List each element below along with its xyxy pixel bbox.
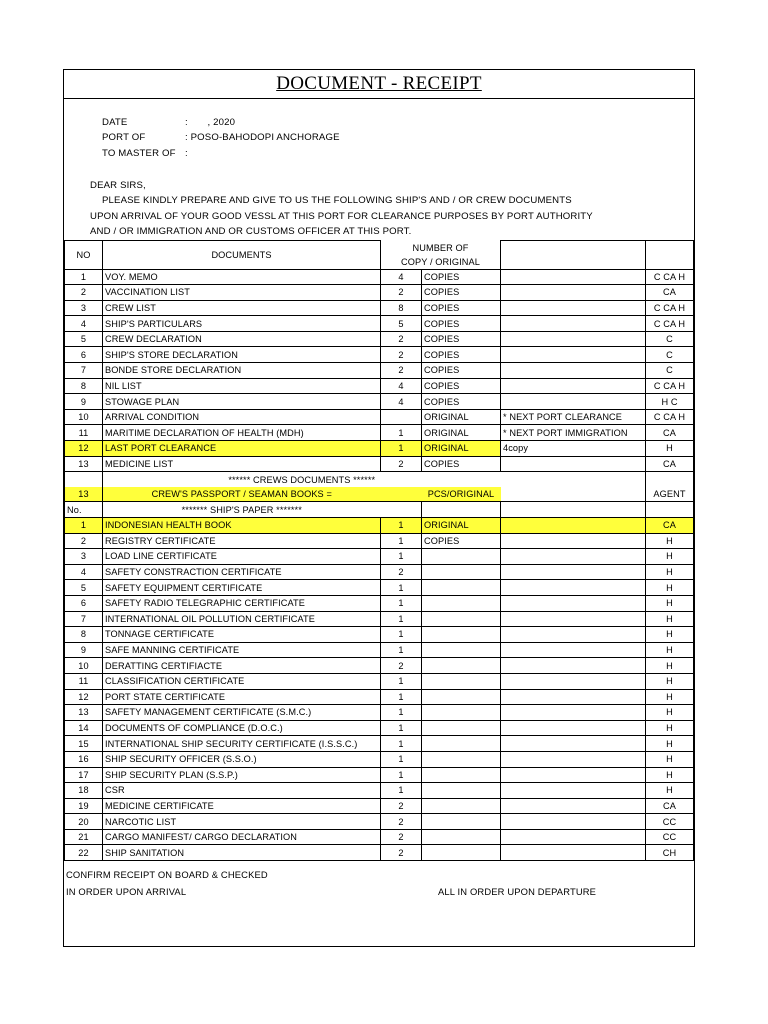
paper-document: DERATTING CERTIFIACTE (103, 658, 381, 674)
paper-type (422, 689, 501, 705)
paper-note (501, 564, 646, 580)
arrival-text: IN ORDER UPON ARRIVAL (66, 886, 187, 897)
paper-note (501, 845, 646, 861)
paper-document: PORT STATE CERTIFICATE (103, 689, 381, 705)
paper-document: INTERNATIONAL OIL POLLUTION CERTIFICATE (103, 611, 381, 627)
table-row (65, 767, 694, 783)
paper-number: 2 (381, 845, 422, 861)
paper-code: H (646, 689, 694, 705)
paper-section-row (65, 502, 694, 518)
row-code: CA (646, 285, 694, 301)
paper-number: 1 (381, 549, 422, 565)
paper-code: H (646, 783, 694, 799)
row-document: ARRIVAL CONDITION (103, 409, 381, 425)
row-note (501, 316, 646, 332)
paper-type (422, 845, 501, 861)
row-note: * NEXT PORT IMMIGRATION (501, 425, 646, 441)
row-no: 2 (65, 285, 103, 301)
title-divider (64, 98, 694, 99)
row-type: COPIES (422, 363, 501, 379)
paper-note (501, 627, 646, 643)
row-no: 1 (65, 269, 103, 285)
paper-note (501, 580, 646, 596)
paper-document: CARGO MANIFEST/ CARGO DECLARATION (103, 829, 381, 845)
paper-document: SAFETY MANAGEMENT CERTIFICATE (S.M.C.) (103, 705, 381, 721)
paper-type (422, 595, 501, 611)
paper-no: 10 (65, 658, 103, 674)
paper-type (422, 580, 501, 596)
paper-number: 1 (381, 783, 422, 799)
crew-row-document: CREW'S PASSPORT / SEAMAN BOOKS = (103, 487, 381, 502)
col-documents-header: DOCUMENTS (103, 241, 381, 270)
row-code: C CA H (646, 300, 694, 316)
row-type: COPIES (422, 394, 501, 410)
table-row (65, 595, 694, 611)
confirm-receipt-text: CONFIRM RECEIPT ON BOARD & CHECKED (66, 869, 268, 880)
row-note: * NEXT PORT CLEARANCE (501, 409, 646, 425)
row-code: C (646, 363, 694, 379)
row-number: 8 (381, 300, 422, 316)
row-number: 5 (381, 316, 422, 332)
crew-section-title: ****** CREWS DOCUMENTS ****** (103, 472, 501, 487)
row-no: 6 (65, 347, 103, 363)
crew-section-row (65, 472, 694, 487)
row-document: STOWAGE PLAN (103, 394, 381, 410)
paper-code: H (646, 595, 694, 611)
row-number: 1 (381, 441, 422, 457)
paper-type (422, 736, 501, 752)
table-row (65, 269, 694, 285)
paper-document: DOCUMENTS OF COMPLIANCE (D.O.C.) (103, 720, 381, 736)
paper-type (422, 627, 501, 643)
paper-type (422, 720, 501, 736)
table-row (65, 533, 694, 549)
paper-type (422, 751, 501, 767)
row-note: 4copy (501, 441, 646, 457)
row-type: ORIGINAL (422, 409, 501, 425)
paper-no: 3 (65, 549, 103, 565)
col-note-header (501, 241, 646, 270)
documents-table (64, 240, 694, 861)
table-row (65, 611, 694, 627)
paper-no: 20 (65, 814, 103, 830)
table-row (65, 814, 694, 830)
paper-document: SHIP SECURITY OFFICER (S.S.O.) (103, 751, 381, 767)
row-document: NIL LIST (103, 378, 381, 394)
port-value: : POSO-BAHODOPI ANCHORAGE (185, 132, 340, 143)
row-document: SHIP'S PARTICULARS (103, 316, 381, 332)
paper-code: CC (646, 814, 694, 830)
paper-no: 16 (65, 751, 103, 767)
row-code: H (646, 441, 694, 457)
paper-note (501, 736, 646, 752)
table-header-row (65, 241, 694, 255)
paper-note (501, 549, 646, 565)
row-note (501, 378, 646, 394)
paper-type (422, 783, 501, 799)
paper-number: 1 (381, 673, 422, 689)
paper-type (422, 611, 501, 627)
paper-no: 18 (65, 783, 103, 799)
crew-row-number (381, 487, 422, 502)
table-row (65, 347, 694, 363)
request-line-3: AND / OR IMMIGRATION AND OR CUSTOMS OFFICER AT THIS PORT. (90, 226, 412, 237)
col-number-of-header: NUMBER OF (381, 241, 501, 255)
paper-document: INDONESIAN HEALTH BOOK (103, 518, 381, 534)
table-row (65, 736, 694, 752)
paper-number: 1 (381, 720, 422, 736)
paper-type (422, 564, 501, 580)
row-code: C CA H (646, 378, 694, 394)
paper-code: CA (646, 518, 694, 534)
paper-note (501, 720, 646, 736)
paper-document: TONNAGE CERTIFICATE (103, 627, 381, 643)
col-no-header: NO (65, 241, 103, 270)
crew-row-code: AGENT (646, 487, 694, 502)
row-note (501, 285, 646, 301)
table-row (65, 642, 694, 658)
table-row (65, 409, 694, 425)
table-row (65, 658, 694, 674)
paper-document: INTERNATIONAL SHIP SECURITY CERTIFICATE (I.S.S.C.) (103, 736, 381, 752)
paper-note (501, 611, 646, 627)
table-row (65, 441, 694, 457)
paper-note (501, 814, 646, 830)
date-value: : , 2020 (185, 117, 236, 128)
paper-code: H (646, 580, 694, 596)
paper-no: 4 (65, 564, 103, 580)
row-no: 3 (65, 300, 103, 316)
row-number: 2 (381, 363, 422, 379)
paper-number: 1 (381, 767, 422, 783)
paper-code: CC (646, 829, 694, 845)
row-number: 2 (381, 347, 422, 363)
table-row (65, 783, 694, 799)
paper-code: H (646, 564, 694, 580)
table-row (65, 829, 694, 845)
col-copy-original-header: COPY / ORIGINAL (381, 255, 501, 270)
paper-number: 2 (381, 814, 422, 830)
table-row (65, 378, 694, 394)
table-row (65, 720, 694, 736)
row-document: CREW LIST (103, 300, 381, 316)
crew-section-code-blank (646, 472, 694, 487)
paper-number: 1 (381, 751, 422, 767)
paper-document: LOAD LINE CERTIFICATE (103, 549, 381, 565)
paper-note (501, 518, 646, 534)
page-title: DOCUMENT - RECEIPT (276, 73, 482, 94)
paper-note (501, 673, 646, 689)
row-document: MARITIME DECLARATION OF HEALTH (MDH) (103, 425, 381, 441)
paper-code: CH (646, 845, 694, 861)
paper-no: 12 (65, 689, 103, 705)
row-document: BONDE STORE DECLARATION (103, 363, 381, 379)
row-note (501, 456, 646, 472)
row-no: 13 (65, 456, 103, 472)
paper-type (422, 767, 501, 783)
paper-type: COPIES (422, 533, 501, 549)
row-type: ORIGINAL (422, 425, 501, 441)
row-number: 4 (381, 378, 422, 394)
crew-passport-row (65, 487, 694, 502)
row-code: C (646, 347, 694, 363)
crew-section-no (65, 472, 103, 487)
table-row (65, 425, 694, 441)
paper-number: 1 (381, 705, 422, 721)
paper-section-type (422, 502, 501, 518)
table-row (65, 627, 694, 643)
paper-number: 2 (381, 798, 422, 814)
row-note (501, 300, 646, 316)
row-code: C CA H (646, 269, 694, 285)
crew-row-type: PCS/ORIGINAL (422, 487, 501, 502)
paper-no: 7 (65, 611, 103, 627)
table-row (65, 316, 694, 332)
table-row (65, 705, 694, 721)
crew-section-blank (501, 472, 646, 487)
row-document: LAST PORT CLEARANCE (103, 441, 381, 457)
table-row (65, 689, 694, 705)
row-number: 2 (381, 331, 422, 347)
paper-no: 17 (65, 767, 103, 783)
paper-type (422, 814, 501, 830)
paper-number: 1 (381, 533, 422, 549)
paper-no: 15 (65, 736, 103, 752)
paper-document: SAFETY CONSTRACTION CERTIFICATE (103, 564, 381, 580)
paper-code: H (646, 611, 694, 627)
row-number: 2 (381, 456, 422, 472)
paper-code: H (646, 627, 694, 643)
request-line-2: UPON ARRIVAL OF YOUR GOOD VESSL AT THIS PORT FOR CLEARANCE PURPOSES BY PORT AUTHORITY (90, 211, 593, 222)
paper-type (422, 658, 501, 674)
paper-note (501, 751, 646, 767)
row-code: C CA H (646, 409, 694, 425)
row-note (501, 347, 646, 363)
row-type: COPIES (422, 316, 501, 332)
table-row (65, 751, 694, 767)
row-document: SHIP'S STORE DECLARATION (103, 347, 381, 363)
paper-no: 11 (65, 673, 103, 689)
paper-section-no-label: No. (65, 502, 103, 518)
paper-number: 1 (381, 642, 422, 658)
receipt-sheet (63, 69, 695, 947)
paper-number: 1 (381, 580, 422, 596)
table-row (65, 673, 694, 689)
row-number: 2 (381, 285, 422, 301)
table-row (65, 580, 694, 596)
row-document: CREW DECLARATION (103, 331, 381, 347)
paper-document: SHIP SECURITY PLAN (S.S.P.) (103, 767, 381, 783)
paper-document: SAFE MANNING CERTIFICATE (103, 642, 381, 658)
paper-note (501, 689, 646, 705)
row-type: COPIES (422, 285, 501, 301)
table-row (65, 845, 694, 861)
table-row (65, 518, 694, 534)
paper-document: NARCOTIC LIST (103, 814, 381, 830)
request-line-1: PLEASE KINDLY PREPARE AND GIVE TO US THE FOLLOWING SHIP'S AND / OR CREW DOCUMENTS (102, 195, 572, 206)
paper-note (501, 705, 646, 721)
paper-code: CA (646, 798, 694, 814)
paper-no: 19 (65, 798, 103, 814)
departure-text: ALL IN ORDER UPON DEPARTURE (438, 886, 597, 897)
paper-number: 2 (381, 658, 422, 674)
crew-row-no: 13 (65, 487, 103, 502)
row-type: ORIGINAL (422, 441, 501, 457)
paper-document: SAFETY EQUIPMENT CERTIFICATE (103, 580, 381, 596)
paper-no: 6 (65, 595, 103, 611)
paper-no: 22 (65, 845, 103, 861)
table-row (65, 798, 694, 814)
paper-document: CLASSIFICATION CERTIFICATE (103, 673, 381, 689)
paper-no: 1 (65, 518, 103, 534)
paper-section-code (646, 502, 694, 518)
paper-section-number (381, 502, 422, 518)
paper-no: 21 (65, 829, 103, 845)
paper-type (422, 673, 501, 689)
documents-table-body (65, 241, 694, 861)
table-row (65, 549, 694, 565)
paper-no: 2 (65, 533, 103, 549)
table-row (65, 285, 694, 301)
date-label: DATE (102, 117, 128, 128)
salutation: DEAR SIRS, (90, 180, 146, 191)
row-document: VOY. MEMO (103, 269, 381, 285)
paper-code: H (646, 767, 694, 783)
row-note (501, 331, 646, 347)
paper-note (501, 767, 646, 783)
row-code: CA (646, 456, 694, 472)
master-value: : (185, 148, 188, 159)
table-row (65, 363, 694, 379)
row-type: COPIES (422, 300, 501, 316)
row-no: 12 (65, 441, 103, 457)
row-no: 11 (65, 425, 103, 441)
paper-note (501, 595, 646, 611)
row-type: COPIES (422, 347, 501, 363)
paper-section-note (501, 502, 646, 518)
paper-note (501, 783, 646, 799)
table-row (65, 456, 694, 472)
paper-document: REGISTRY CERTIFICATE (103, 533, 381, 549)
row-no: 9 (65, 394, 103, 410)
row-code: C CA H (646, 316, 694, 332)
paper-note (501, 829, 646, 845)
row-no: 10 (65, 409, 103, 425)
crew-row-note (501, 487, 646, 502)
paper-number: 2 (381, 564, 422, 580)
paper-number: 1 (381, 689, 422, 705)
paper-no: 14 (65, 720, 103, 736)
paper-code: H (646, 673, 694, 689)
paper-document: SHIP SANITATION (103, 845, 381, 861)
paper-code: H (646, 720, 694, 736)
col-code-header (646, 241, 694, 270)
paper-note (501, 798, 646, 814)
paper-number: 1 (381, 518, 422, 534)
paper-note (501, 533, 646, 549)
paper-code: H (646, 736, 694, 752)
row-note (501, 394, 646, 410)
paper-no: 9 (65, 642, 103, 658)
row-document: VACCINATION LIST (103, 285, 381, 301)
paper-type (422, 798, 501, 814)
row-number: 1 (381, 425, 422, 441)
paper-code: H (646, 533, 694, 549)
paper-document: SAFETY RADIO TELEGRAPHIC CERTIFICATE (103, 595, 381, 611)
row-type: COPIES (422, 456, 501, 472)
paper-type (422, 705, 501, 721)
paper-type (422, 549, 501, 565)
paper-code: H (646, 705, 694, 721)
paper-document: MEDICINE CERTIFICATE (103, 798, 381, 814)
row-type: COPIES (422, 378, 501, 394)
row-no: 8 (65, 378, 103, 394)
row-number: 4 (381, 269, 422, 285)
master-label: TO MASTER OF (102, 148, 176, 159)
paper-code: H (646, 642, 694, 658)
table-row (65, 300, 694, 316)
row-code: C (646, 331, 694, 347)
paper-no: 5 (65, 580, 103, 596)
paper-note (501, 642, 646, 658)
row-code: H C (646, 394, 694, 410)
table-row (65, 331, 694, 347)
paper-type (422, 829, 501, 845)
paper-section-title: ******* SHIP'S PAPER ******* (103, 502, 381, 518)
paper-type: ORIGINAL (422, 518, 501, 534)
paper-code: H (646, 751, 694, 767)
paper-number: 1 (381, 611, 422, 627)
paper-number: 1 (381, 595, 422, 611)
paper-no: 13 (65, 705, 103, 721)
row-number (381, 409, 422, 425)
row-note (501, 363, 646, 379)
row-no: 5 (65, 331, 103, 347)
row-no: 4 (65, 316, 103, 332)
row-document: MEDICINE LIST (103, 456, 381, 472)
row-number: 4 (381, 394, 422, 410)
row-type: COPIES (422, 331, 501, 347)
paper-code: H (646, 549, 694, 565)
paper-number: 2 (381, 829, 422, 845)
table-row (65, 564, 694, 580)
port-label: PORT OF (102, 132, 146, 143)
row-no: 7 (65, 363, 103, 379)
paper-note (501, 658, 646, 674)
paper-type (422, 642, 501, 658)
row-code: CA (646, 425, 694, 441)
paper-number: 1 (381, 627, 422, 643)
row-note (501, 269, 646, 285)
paper-code: H (646, 658, 694, 674)
paper-number: 1 (381, 736, 422, 752)
paper-no: 8 (65, 627, 103, 643)
paper-document: CSR (103, 783, 381, 799)
table-row (65, 394, 694, 410)
row-type: COPIES (422, 269, 501, 285)
